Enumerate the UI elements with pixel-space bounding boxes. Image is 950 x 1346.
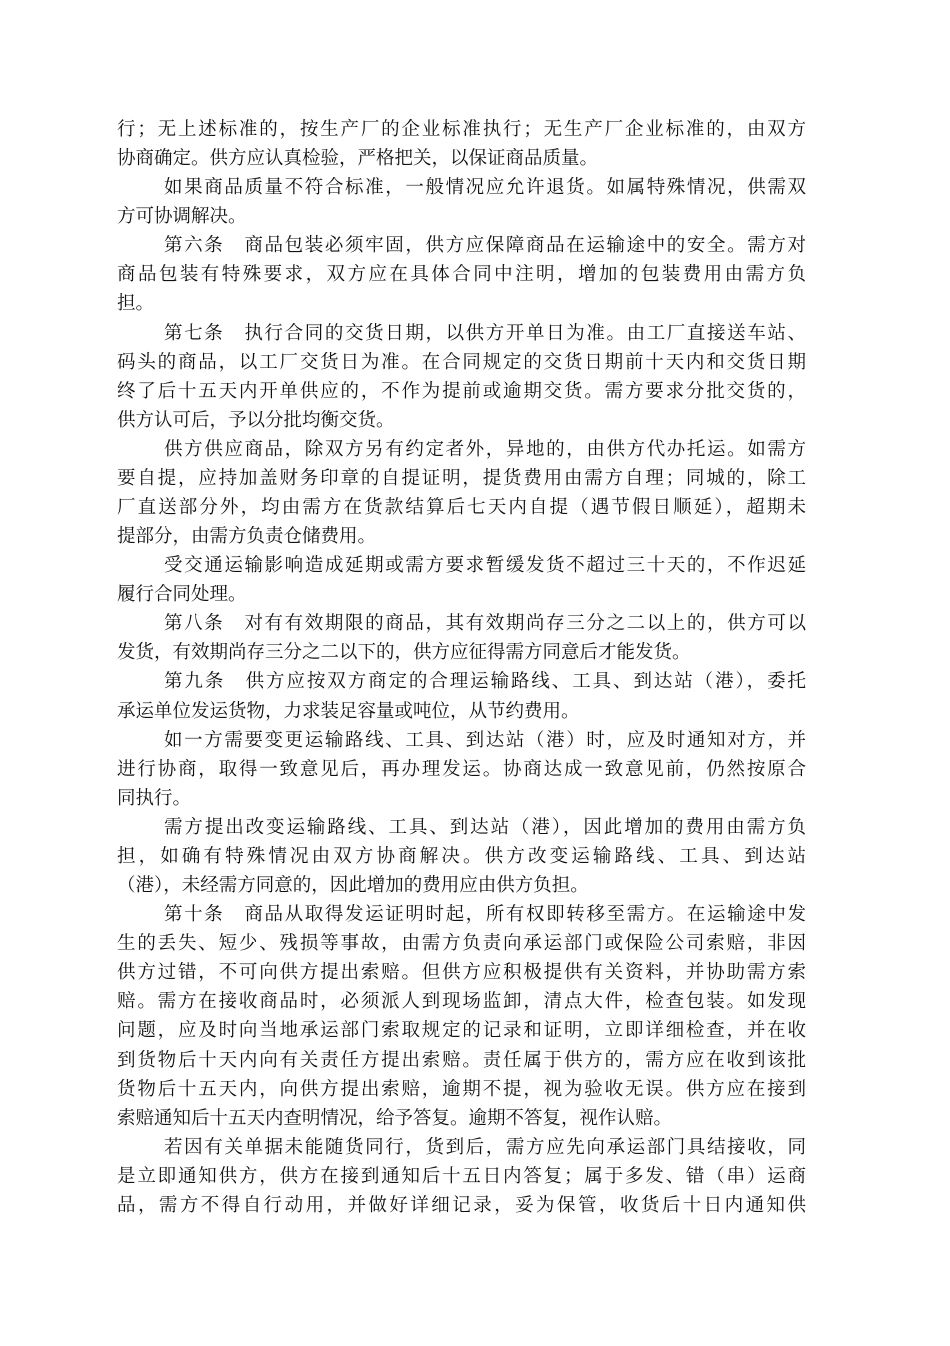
text-line: 终了后十五天内开单供应的，不作为提前或逾期交货。需方要求分批交货的， [117, 380, 806, 402]
paragraph [117, 551, 806, 609]
paragraph [117, 231, 806, 318]
text-line: 承运单位发运货物，力求装足容量或吨位，从节约费用。 [117, 700, 580, 722]
text-line: 履行合同处理。 [117, 584, 247, 606]
text-line: 第九条 供方应按双方商定的合理运输路线、工具、到达站（港），委托 [164, 671, 806, 693]
text-line: 码头的商品，以工厂交货日为准。在合同规定的交货日期前十天内和交货日期 [117, 351, 806, 373]
text-line: 协商确定。供方应认真检验，严格把关，以保证商品质量。 [117, 148, 599, 170]
text-line: 发货，有效期尚存三分之二以下的，供方应征得需方同意后才能发货。 [117, 642, 691, 664]
text-line: 供方供应商品，除双方另有约定者外，异地的，由供方代办托运。如需方 [164, 438, 806, 460]
text-line: 方可协调解决。 [117, 206, 247, 228]
document-page [117, 115, 806, 1220]
paragraph [117, 435, 806, 551]
text-line: 货物后十五天内，向供方提出索赔，逾期不提，视为验收无误。供方应在接到 [117, 1078, 806, 1100]
paragraph [117, 813, 806, 900]
text-line: 问题，应及时向当地承运部门索取规定的记录和证明，立即详细检查，并在收 [117, 1020, 806, 1042]
text-line: 第十条 商品从取得发运证明时起，所有权即转移至需方。在运输途中发 [164, 904, 806, 926]
paragraph [117, 319, 806, 435]
text-line: 如一方需要变更运输路线、工具、到达站（港）时，应及时通知对方，并 [164, 729, 806, 751]
text-line: 担，如确有特殊情况由双方协商解决。供方改变运输路线、工具、到达站 [117, 845, 806, 867]
text-line: 第八条 对有有效期限的商品，其有效期尚存三分之二以上的，供方可以 [164, 613, 806, 635]
text-line: 要自提，应持加盖财务印章的自提证明，提货费用由需方自理；同城的，除工 [117, 467, 806, 489]
text-line: 是立即通知供方，供方在接到通知后十五日内答复；属于多发、错（串）运商 [117, 1165, 806, 1187]
paragraph [117, 726, 806, 813]
text-line: （港），未经需方同意的，因此增加的费用应由供方负担。 [117, 875, 589, 897]
text-line: 赔。需方在接收商品时，必须派人到现场监卸，清点大件，检查包装。如发现 [117, 991, 806, 1013]
paragraph [117, 115, 806, 173]
text-line: 厂直送部分外，均由需方在货款结算后七天内自提（遇节假日顺延），超期未 [117, 497, 806, 519]
text-line: 商品包装有特殊要求，双方应在具体合同中注明，增加的包装费用由需方负 [117, 264, 806, 286]
text-line: 第六条 商品包装必须牢固，供方应保障商品在运输途中的安全。需方对 [164, 235, 806, 257]
text-line: 受交通运输影响造成延期或需方要求暂缓发货不超过三十天的，不作迟延 [164, 555, 806, 577]
text-line: 进行协商，取得一致意见后，再办理发运。协商达成一致意见前，仍然按原合 [117, 758, 806, 780]
text-line: 第七条 执行合同的交货日期，以供方开单日为准。由工厂直接送车站、 [164, 322, 806, 344]
text-line: 若因有关单据未能随货同行，货到后，需方应先向承运部门具结接收，同 [164, 1136, 806, 1158]
text-line: 如果商品质量不符合标准，一般情况应允许退货。如属特殊情况，供需双 [164, 177, 806, 199]
text-line: 索赔通知后十五天内查明情况，给予答复。逾期不答复，视作认赔。 [117, 1107, 673, 1129]
text-line: 提部分，由需方负责仓储费用。 [117, 526, 377, 548]
text-line: 品，需方不得自行动用，并做好详细记录，妥为保管，收货后十日内通知供 [117, 1194, 806, 1216]
paragraph [117, 900, 806, 1133]
text-line: 生的丢失、短少、残损等事故，由需方负责向承运部门或保险公司索赔，非因 [117, 933, 806, 955]
paragraph [117, 1133, 806, 1220]
text-line: 同执行。 [117, 787, 192, 809]
paragraph [117, 609, 806, 667]
paragraph [117, 667, 806, 725]
text-line: 到货物后十天内向有关责任方提出索赔。责任属于供方的，需方应在收到该批 [117, 1049, 806, 1071]
text-line: 行；无上述标准的，按生产厂的企业标准执行；无生产厂企业标准的，由双方 [117, 119, 806, 140]
text-line: 担。 [117, 293, 155, 315]
text-line: 供方认可后，予以分批均衡交货。 [117, 409, 395, 431]
text-line: 供方过错，不可向供方提出索赔。但供方应积极提供有关资料，并协助需方索 [117, 962, 806, 984]
text-line: 需方提出改变运输路线、工具、到达站（港），因此增加的费用由需方负 [164, 816, 806, 838]
paragraph [117, 173, 806, 231]
